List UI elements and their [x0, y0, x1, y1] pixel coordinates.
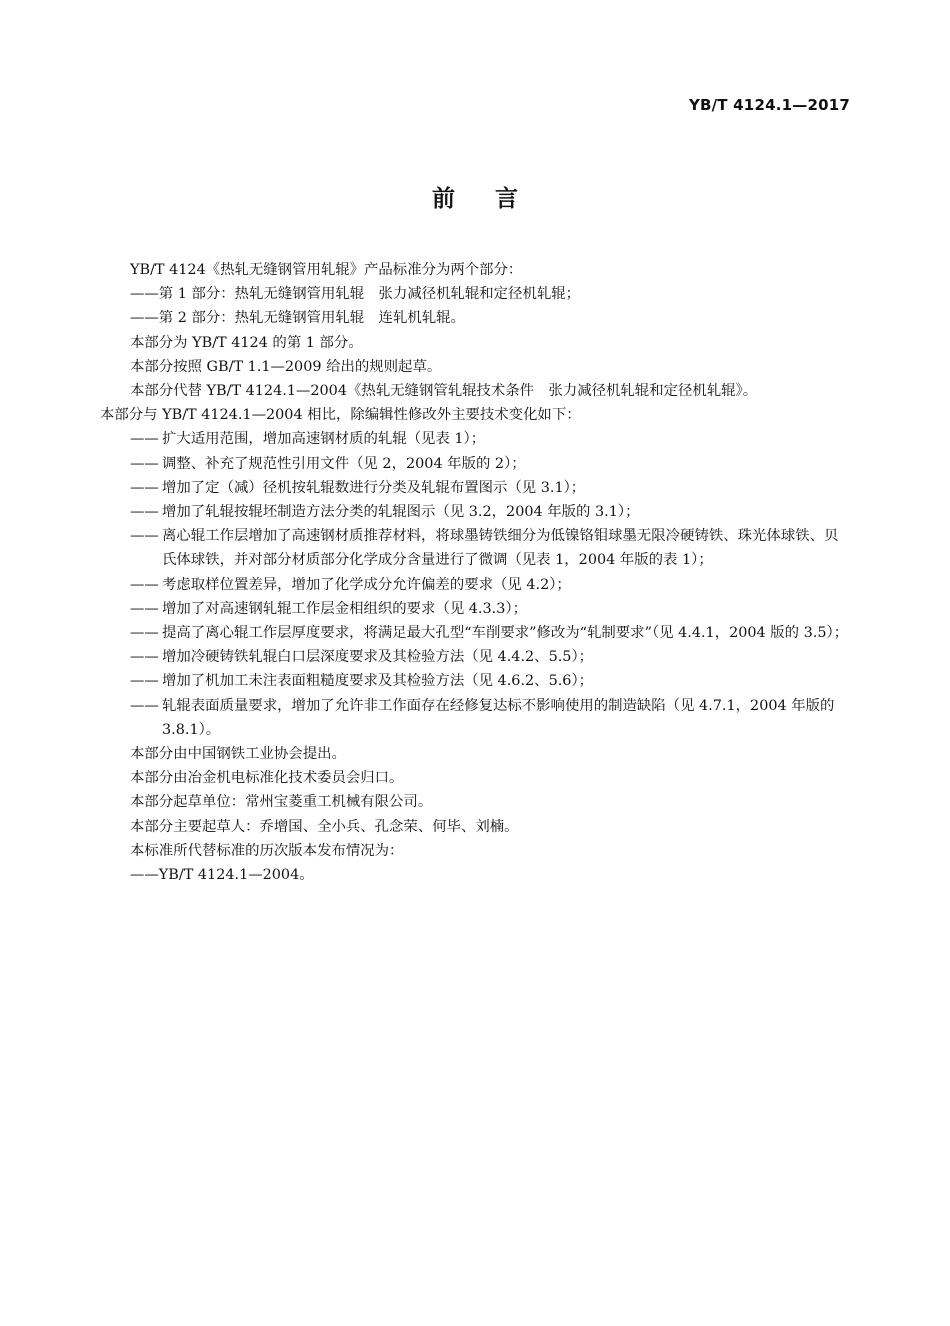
changes-list [100, 427, 852, 742]
closing-proposer: 本部分由中国钢铁工业协会提出。 [130, 746, 346, 763]
list-item [100, 476, 852, 500]
dash-mark: —— [130, 673, 159, 690]
dash-mark: —— [130, 455, 159, 472]
dash-mark: —— [130, 479, 159, 496]
intro-part-1: ——第 1 部分：热轧无缝钢管用轧辊 张力减径机轧辊和定径机轧辊； [130, 286, 581, 303]
list-item-text: 轧辊表面质量要求，增加了允许非工作面存在经修复达标不影响使用的制造缺陷（见 4.7.1，2004 年版的 3.8.1）。 [162, 697, 835, 738]
list-item [100, 500, 852, 524]
dash-mark: —— [130, 576, 159, 593]
list-item-text: 离心辊工作层增加了高速钢材质推荐材料，将球墨铸铁细分为低镍铬钼球墨无限冷硬铸铁、珠光体球铁、贝氏体球铁，并对部分材质部分化学成分含量进行了微调（见表 1，2004 年版的表 1）； [162, 528, 839, 569]
page-title: 前言 [432, 186, 558, 212]
list-item [100, 621, 852, 645]
dash-mark: —— [130, 697, 159, 714]
list-item-text: 考虑取样位置差异，增加了化学成分允许偏差的要求（见 4.2）； [162, 576, 571, 593]
dash-mark: —— [130, 625, 159, 642]
dash-mark: —— [130, 528, 159, 545]
list-item-text: 增加了定（减）径机按轧辊数进行分类及轧辊布置图示（见 3.1）； [162, 479, 586, 496]
list-item-text: 调整、补充了规范性引用文件（见 2，2004 年版的 2）； [162, 455, 526, 472]
dash-mark: —— [130, 431, 159, 448]
history-item: ——YB/T 4124.1—2004。 [130, 867, 314, 884]
list-item [100, 645, 852, 669]
intro-paragraph: 本部分为 YB/T 4124 的第 1 部分。 [130, 334, 363, 351]
intro-paragraph: 本部分按照 GB/T 1.1—2009 给出的规则起草。 [130, 358, 442, 375]
list-item-text: 增加了机加工未注表面粗糙度要求及其检验方法（见 4.6.2、5.6）； [162, 673, 594, 690]
list-item-text: 扩大适用范围，增加高速钢材质的轧辊（见表 1）； [162, 431, 486, 448]
list-item [100, 597, 852, 621]
standard-number: YB/T 4124.1—2017 [688, 96, 850, 114]
list-item-text: 提高了离心辊工作层厚度要求，将满足最大孔型“车削要求”修改为“轧制要求”（见 4.4.1，2004 版的 3.5）； [162, 625, 849, 642]
closing-history-intro: 本标准所代替标准的历次版本发布情况为： [130, 842, 404, 859]
list-item-text: 增加冷硬铸铁轧辊白口层深度要求及其检验方法（见 4.4.2、5.5）； [162, 649, 594, 666]
dash-mark: —— [130, 600, 159, 617]
intro-paragraph: YB/T 4124《热轧无缝钢管用轧辊》产品标准分为两个部分： [130, 262, 523, 278]
intro-paragraph: 本部分与 YB/T 4124.1—2004 相比，除编辑性修改外主要技术变化如下： [100, 407, 581, 424]
dash-mark: —— [130, 649, 159, 666]
list-item [100, 573, 852, 597]
closing-committee: 本部分由冶金机电标准化技术委员会归口。 [130, 770, 404, 787]
closing-drafters: 本部分主要起草人：乔增国、全小兵、孔念荣、何毕、刘楠。 [130, 818, 519, 835]
list-item [100, 427, 852, 451]
intro-paragraph: 本部分代替 YB/T 4124.1—2004《热轧无缝钢管轧辊技术条件 张力减径机轧辊和定径机轧辊》。 [130, 383, 758, 400]
list-item [100, 694, 852, 742]
closing-drafting-unit: 本部分起草单位：常州宝菱重工机械有限公司。 [130, 794, 433, 811]
list-item-text: 增加了轧辊按辊坯制造方法分类的轧辊图示（见 3.2，2004 年版的 3.1）； [162, 504, 640, 521]
list-item [100, 452, 852, 476]
list-item [100, 669, 852, 693]
foreword-body [100, 258, 852, 887]
dash-mark: —— [130, 504, 159, 521]
list-item-text: 增加了对高速钢轧辊工作层金相组织的要求（见 4.3.3）； [162, 600, 527, 617]
intro-part-2: ——第 2 部分：热轧无缝钢管用轧辊 连轧机轧辊。 [130, 310, 465, 327]
list-item [100, 524, 852, 572]
